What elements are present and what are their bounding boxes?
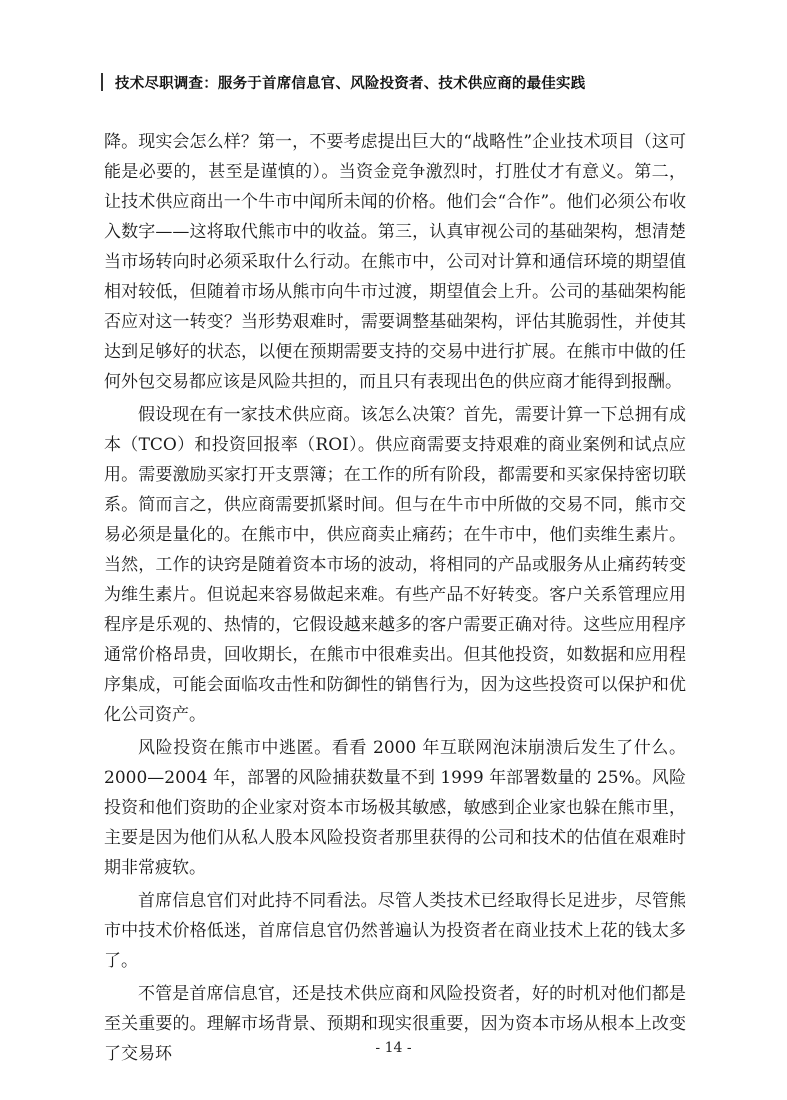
paragraph-continued: 降。现实会怎么样？第一，不要考虑提出巨大的“战略性”企业技术项目（这可能是必要的，甚至是谨慎的）。当资金竞争激烈时，打胜仗才有意义。第二，让技术供应商出一个牛市中闻所未闻的价格。他们会“合作”。他们必须公布收入数字——这将取代熊市中的收益。第三，认真审视公司的基础架构，想清楚当市场转向时必须采取什么行动。在熊市中，公司对计算和通信环境的期望值相对较低，但随着市场从熊市向牛市过渡，期望值会上升。公司的基础架构能否应对这一转变？当形势艰难时，需要调整基础架构，评估其脆弱性，并使其达到足够好的状态，以便在预期需要支持的交易中进行扩展。在熊市中做的任何外包交易都应该是风险共担的，而且只有表现出色的供应商才能得到报酬。 — [104, 132, 686, 392]
header-rule — [101, 73, 103, 91]
paragraph: 风险投资在熊市中逃匿。看看 2000 年互联网泡沫崩溃后发生了什么。2000—2004 年，部署的风险捕获数量不到 1999 年部署数量的 25%。风险投资和他们资助的企业家对资本市场极其敏感，敏感到企业家也躲在熊市里，主要是因为他们从私人股本风险投资者那里获得的公司和技术的估值在艰难时期非常疲软。 — [104, 738, 686, 878]
body-text — [104, 127, 686, 1072]
page-number: - 14 - — [375, 1040, 412, 1056]
paragraph: 假设现在有一家技术供应商。该怎么决策？首先，需要计算一下总拥有成本（TCO）和投资回报率（ROI）。供应商需要支持艰难的商业案例和试点应用。需要激励买家打开支票簿；在工作的所有阶段，都需要和买家保持密切联系。简而言之，供应商需要抓紧时间。但与在牛市中所做的交易不同，熊市交易必须是量化的。在熊市中，供应商卖止痛药；在牛市中，他们卖维生素片。当然，工作的诀窍是随着资本市场的波动，将相同的产品或服务从止痛药转变为维生素片。但说起来容易做起来难。有些产品不好转变。客户关系管理应用程序是乐观的、热情的，它假设越来越多的客户需要正确对待。这些应用程序通常价格昂贵，回收期长，在熊市中很难卖出。但其他投资，如数据和应用程序集成，可能会面临攻击性和防御性的销售行为，因为这些投资可以保护和优化公司资产。 — [104, 405, 686, 725]
paragraph: 首席信息官们对此持不同看法。尽管人类技术已经取得长足进步，尽管熊市中技术价格低迷，首席信息官仍然普遍认为投资者在商业技术上花的钱太多了。 — [104, 891, 686, 971]
paragraph: 不管是首席信息官，还是技术供应商和风险投资者，好的时机对他们都是至关重要的。理解市场背景、预期和现实很重要，因为资本市场从根本上改变了交易环 — [104, 984, 686, 1064]
running-header — [101, 71, 701, 93]
book-title: 技术尽职调查：服务于首席信息官、风险投资者、技术供应商的最佳实践 — [115, 75, 586, 92]
